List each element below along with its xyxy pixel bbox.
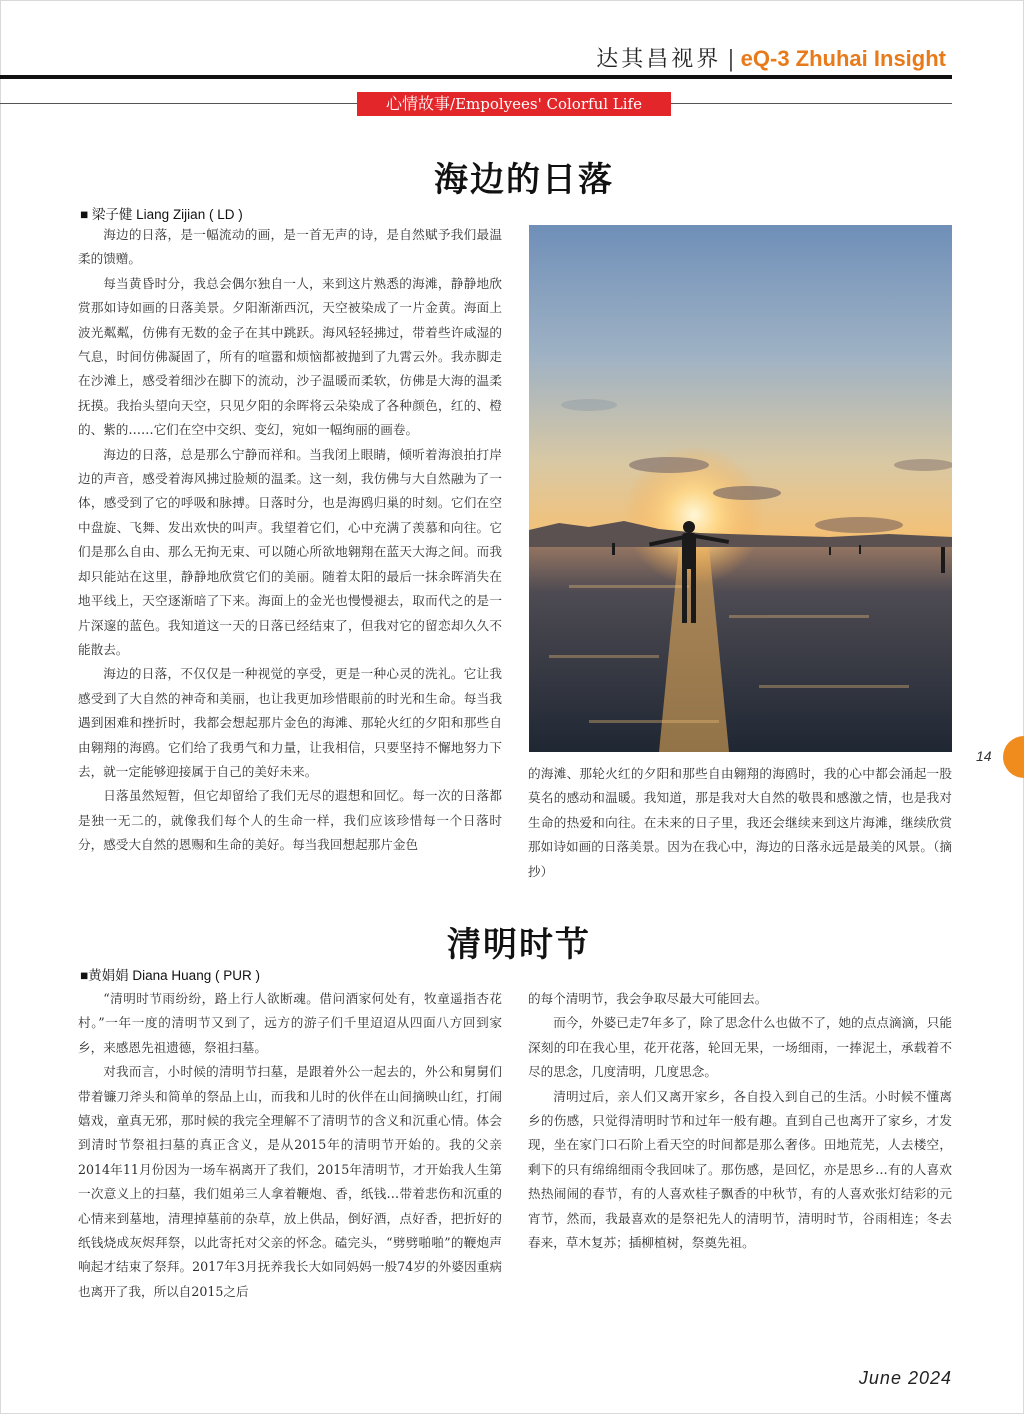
section-tag [357, 92, 671, 116]
paragraph: 而今，外婆已走7年多了，除了思念什么也做不了，她的点点滴滴，只能深刻的印在我心里，花开花落，轮回无果，一场细雨，一捧泥土，承载着不尽的思念，几度清明，几度思念。 [528, 1015, 952, 1080]
header-rule [0, 75, 952, 79]
page-number: 14 [976, 748, 992, 764]
article-qingming-right-column [528, 987, 952, 1255]
article-qingming-left-column [78, 987, 502, 1304]
byline-sunset: ■ 梁子健 Liang Zijian ( LD ) [80, 207, 243, 222]
paragraph: 清明过后，亲人们又离开家乡，各自投入到自己的生活。小时候不懂离乡的伤感，只觉得清明时节和过年一般有趣。直到自己也离开了家乡，才发现，坐在家门口石阶上看天空的时间都是那么奢侈。田地荒芜，人去楼空，剩下的只有绵绵细雨令我回味了。那伤感，是回忆，亦是思乡…有的人喜欢热热闹闹的春节，有的人喜欢桂子飘香的中秋节，有的人喜欢张灯结彩的元宵节，然而，我最喜欢的是祭祀先人的清明节，清明时节，谷雨相连；冬去春来，草木复苏；插柳植树，祭奠先祖。 [528, 1088, 952, 1251]
section-tag-cn: 心情故事 [386, 94, 451, 113]
section-tag-en: /Empolyees' Colorful Life [450, 95, 642, 113]
brand-english: eQ-3 Zhuhai Insight [740, 46, 946, 71]
masthead [0, 0, 1024, 80]
sunset-beach-photo [529, 225, 952, 752]
article-sunset-left-column [78, 223, 502, 858]
article-title-qingming: 清明时节 [447, 925, 591, 965]
brand-chinese: 达其昌视界 [596, 47, 722, 72]
issue-date: June 2024 [858, 1368, 952, 1388]
article-title-sunset: 海边的日落 [434, 160, 614, 200]
byline-qingming: ■黄娟娟 Diana Huang ( PUR ) [80, 968, 260, 983]
brand-separator: | [727, 47, 735, 72]
paragraph: 海边的日落，不仅仅是一种视觉的享受，更是一种心灵的洗礼。它让我感受到了大自然的神奇和美丽，也让我更加珍惜眼前的时光和生命。每当我遇到困难和挫折时，我都会想起那片金色的海滩、那轮火红的夕阳和那些自由翱翔的海鸥。它们给了我勇气和力量，让我相信，只要坚持不懈地努力下去，就一定能够迎接属于自己的美好未来。 [78, 666, 502, 779]
paragraph: 日落虽然短暂，但它却留给了我们无尽的遐想和回忆。每一次的日落都是独一无二的，就像我们每个人的生命一样，我们应该珍惜每一个日落时分，感受大自然的恩赐和生命的美好。每当我回想起那片金色 [78, 788, 502, 853]
paragraph: 的每个清明节，我会争取尽最大可能回去。 [528, 991, 768, 1006]
paragraph: 海边的日落，总是那么宁静而祥和。当我闭上眼睛，倾听着海浪拍打岸边的声音，感受着海风拂过脸颊的温柔。这一刻，我仿佛与大自然融为了一体，感受到了它的呼吸和脉搏。日落时分，也是海鸥归巢的时刻。它们在空中盘旋、飞舞、发出欢快的叫声。我望着它们，心中充满了羡慕和向往。它们是那么自由、那么无拘无束、可以随心所欲地翱翔在蓝天大海之间。而我却只能站在这里，静静地欣赏它们的美丽。随着太阳的最后一抹余晖消失在地平线上，天空逐渐暗了下来。海面上的金光也慢慢褪去，取而代之的是一片深邃的蓝色。我知道这一天的日落已经结束了，但我对它的留恋却久久不能散去。 [78, 446, 502, 657]
paragraph: 每当黄昏时分，我总会偶尔独自一人，来到这片熟悉的海滩，静静地欣赏那如诗如画的日落美景。夕阳渐渐西沉，天空被染成了一片金黄。海面上波光粼粼，仿佛有无数的金子在其中跳跃。海风轻轻拂过，带着些许咸湿的气息，时间仿佛凝固了，所有的喧嚣和烦恼都被抛到了九霄云外。我赤脚走在沙滩上，感受着细沙在脚下的流动，沙子温暖而柔软，仿佛是大海的温柔抚摸。我抬头望向天空，只见夕阳的余晖将云朵染成了各种颜色，红的、橙的、紫的……它们在空中交织、变幻，宛如一幅绚丽的画卷。 [78, 275, 502, 438]
paragraph: 的海滩、那轮火红的夕阳和那些自由翱翔的海鸥时，我的心中都会涌起一股莫名的感动和温暖。我知道，那是我对大自然的敬畏和感激之情，也是我对生命的热爱和向往。在未来的日子里，我还会继续来到这片海滩，继续欣赏那如诗如画的日落美景。因为在我心中，海边的日落永远是最美的风景。（摘抄） [528, 766, 952, 879]
paragraph: 海边的日落，是一幅流动的画，是一首无声的诗，是自然赋予我们最温柔的馈赠。 [78, 227, 502, 267]
article-sunset-right-column [528, 762, 952, 884]
masthead-brand [596, 42, 946, 73]
paragraph: 对我而言，小时候的清明节扫墓，是跟着外公一起去的，外公和舅舅们带着镰刀斧头和简单的祭品上山，而我和儿时的伙伴在山间摘映山红，打闹嬉戏，童真无邪，那时候的我完全理解不了清明节的含义和沉重心情。体会到清时节祭祖扫墓的真正含义，是从2015年的清明节开始的。我的父亲2014年11月份因为一场车祸离开了我们，2015年清明节，才开始我人生第一次意义上的扫墓，我们姐弟三人拿着鞭炮、香，纸钱…带着悲伤和沉重的心情来到墓地，清理掉墓前的杂草，放上供品，倒好酒，点好香，把折好的纸钱烧成灰烬拜祭，以此寄托对父亲的怀念。磕完头，“劈劈啪啪”的鞭炮声响起才结束了祭拜。2017年3月抚养我长大如同妈妈一般74岁的外婆因重病也离开了我，所以自2015之后 [78, 1064, 502, 1299]
paragraph: “清明时节雨纷纷，路上行人欲断魂。借问酒家何处有，牧童遥指杏花村。”一年一度的清明节又到了，远方的游子们千里迢迢从四面八方回到家乡，来感恩先祖遗德，祭祖扫墓。 [78, 991, 502, 1055]
